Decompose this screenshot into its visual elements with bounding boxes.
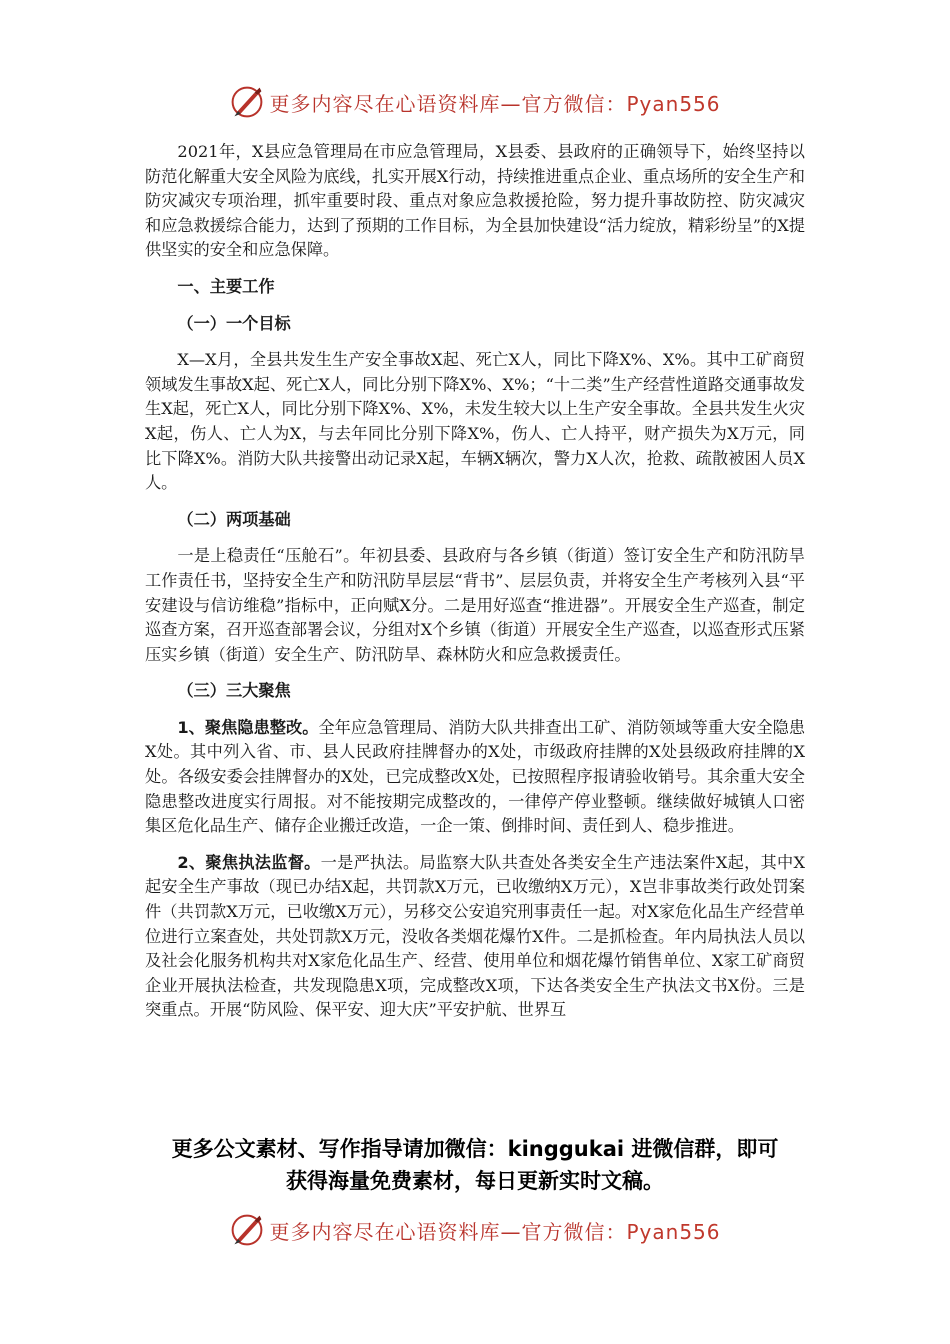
header-wechat: Pyan556: [626, 91, 721, 116]
paragraph-goal: X—X月，全县共发生生产安全事故X起、死亡X人，同比下降X%、X%。其中工矿商贸领域发生事故X起、死亡X人，同比分别下降X%、X%；“十二类”生产经营性道路交通事故发生X起，死亡X人，同比分别下降X%、X%，未发生较大以上生产安全事故。全县共发生火灾X起，伤人、亡人为X，与去年同比分别下降X%，伤人、亡人持平，财产损失为X万元，同比下降X%。消防大队共接警出动记录X起，车辆X辆次，警力X人次，抢救、疏散被困人员X人。: [145, 350, 805, 493]
intro-paragraph: 2021年，X县应急管理局在市应急管理局，X县委、县政府的正确领导下，始终坚持以防范化解重大安全风险为底线，扎实开展X行动，持续推进重点企业、重点场所的安全生产和防灾减灾专项治理，抓牢重要时段、重点对象应急救援抢险，努力提升事故防控、防灾减灾和应急救援综合能力，达到了预期的工作目标，为全县加快建设“活力绽放，精彩纷呈”的X提供坚实的安全和应急保障。: [145, 142, 805, 260]
section-heading-1: 一、主要工作: [177, 276, 275, 296]
footer-wechat: Pyan556: [626, 1219, 721, 1244]
promo-line-2: 获得海量免费素材，每日更新实时文稿。: [286, 1169, 664, 1193]
document-body: [145, 140, 805, 1023]
pen-logo-icon: [229, 84, 265, 120]
header-banner: [0, 82, 950, 122]
promo-banner: [0, 1133, 950, 1197]
header-text: 更多内容尽在心语资料库—官方微信：Pyan556: [269, 91, 721, 116]
promo-line-1: 更多公文素材、写作指导请加微信：kinggukai 进微信群，即可: [171, 1137, 779, 1161]
paragraph-hazard-rectification: 1、聚焦隐患整改。全年应急管理局、消防大队共排查出工矿、消防领域等重大安全隐患X处。其中列入省、市、县人民政府挂牌督办的X处，市级政府挂牌的X处县级政府挂牌的X处。各级安委会挂牌督办的X处，已完成整改X处，已按照程序报请验收销号。其余重大安全隐患整改进度实行周报。对不能按期完成整改的，一律停产停业整顿。继续做好城镇人口密集区危化品生产、储存企业搬迁改造，一企一策、倒排时间、责任到人、稳步推进。: [145, 717, 806, 836]
paragraph-foundations: 一是上稳责任“压舱石”。年初县委、县政府与各乡镇（街道）签订安全生产和防汛防旱工作责任书，坚持安全生产和防汛防旱层层“背书”、层层负责，并将安全生产考核列入县“平安建设与信访维稳”指标中，正向赋X分。二是用好巡查“推进器”。开展安全生产巡查，制定巡查方案，召开巡查部署会议，分组对X个乡镇（街道）开展安全生产巡查，以巡查形式压紧压实乡镇（街道）安全生产、防汛防旱、森林防火和应急救援责任。: [145, 546, 805, 664]
subsection-heading-3: （三）三大聚焦: [177, 681, 291, 701]
footer-text: 更多内容尽在心语资料库—官方微信：Pyan556: [269, 1219, 721, 1244]
paragraph-law-enforcement: 2、聚焦执法监督。一是严执法。局监察大队共查处各类安全生产违法案件X起，其中X起安全生产事故（现已办结X起，共罚款X万元，已收缴纳X万元），X岂非事故类行政处罚案件（共罚款X万元，已收缴X万元），另移交公安追究刑事责任一起。对X家危化品生产经营单位进行立案查处，共处罚款X万元，没收各类烟花爆竹X件。二是抓检查。年内局执法人员以及社会化服务机构共对X家危化品生产、经营、使用单位和烟花爆竹销售单位、X家工矿商贸企业开展执法检查，共发现隐患X项，完成整改X项，下达各类安全生产执法文书X份。三是突重点。开展“防风险、保平安、迎大庆”平安护航、世界互: [145, 852, 806, 1020]
footer-banner: [0, 1210, 950, 1250]
paragraph-lead: 1、聚焦隐患整改。: [177, 717, 319, 737]
pen-logo-icon: [229, 1212, 265, 1248]
subsection-heading-1: （一）一个目标: [177, 313, 291, 333]
paragraph-lead: 2、聚焦执法监督。: [177, 852, 321, 872]
subsection-heading-2: （二）两项基础: [177, 509, 291, 529]
